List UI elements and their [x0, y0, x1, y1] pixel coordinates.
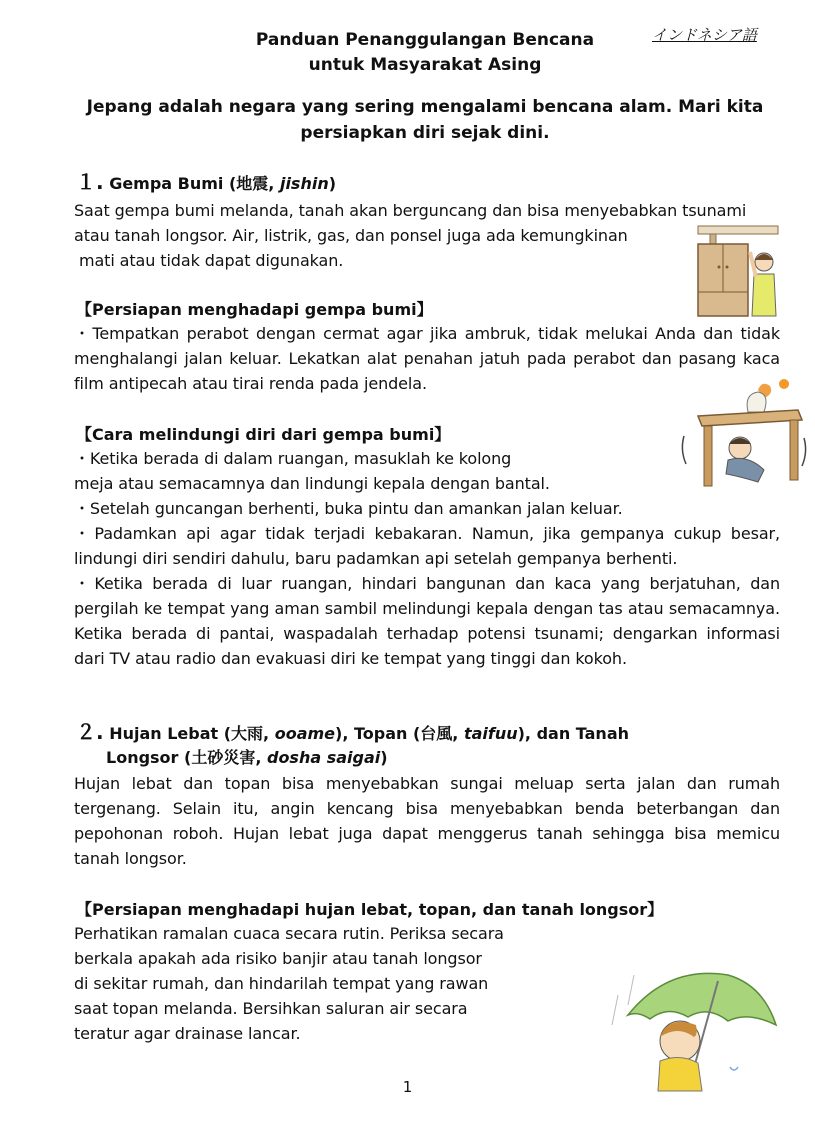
language-label: インドネシア語 [652, 26, 757, 44]
person-with-umbrella-illustration [598, 955, 778, 1095]
section1-intro-line2: atau tanah longsor. Air, listrik, gas, dan ponsel juga ada kemungkinan [74, 226, 628, 245]
lead-line1: Jepang adalah negara yang sering mengalami bencana alam. Mari kita [86, 97, 764, 117]
protect-bullet1-line2: meja atau semacamnya dan lindungi kepala dengan bantal. [74, 474, 550, 493]
section2-prep-line5: teratur agar drainase lancar. [74, 1024, 301, 1043]
section2-intro: Hujan lebat dan topan bisa menyebabkan sungai meluap serta jalan dan rumah tergenang. Selain itu, angin kencang bisa menyebabkan benda beterbangan dan pepohonan roboh. Hujan lebat juga dapat menggerus tanah sehingga bisa memicu tanah longsor. [74, 774, 780, 868]
section1-heading [76, 170, 336, 196]
section2-prep-line3: di sekitar rumah, dan hindarilah tempat yang rawan [74, 974, 489, 993]
section1-number: １. [76, 170, 104, 194]
protect-bullet4: ・Ketika berada di luar ruangan, hindari bangunan dan kaca yang berjatuhan, dan pergilah ke tempat yang aman sambil melindungi kepala dengan tas atau semacamnya. Ketika berada di pantai, waspadalah terhadap potensi tsunami; dengarkan informasi dari TV atau radio dan evakuasi diri ke tempat yang tinggi dan kokoh. [74, 574, 780, 668]
page-title-line2: untuk Masyarakat Asing [308, 55, 542, 75]
section2-prep-line4: saat topan melanda. Bersihkan saluran air secara [74, 999, 468, 1018]
lead-line2: persiapkan diri sejak dini. [300, 123, 550, 143]
section2-prep-line2: berkala apakah ada risiko banjir atau tanah longsor [74, 949, 482, 968]
section1-intro-line3: mati atau tidak dapat digunakan. [74, 251, 344, 270]
protect-bullet1-line1: ・Ketika berada di dalam ruangan, masuklah ke kolong [74, 449, 512, 468]
section1-protect-heading: 【Cara melindungi diri dari gempa bumi】 [76, 425, 451, 444]
page-title-line1: Panduan Penanggulangan Bencana [255, 30, 595, 50]
section1-title: Gempa Bumi (地震, jishin) [109, 174, 337, 193]
person-under-table-illustration [678, 372, 810, 492]
section2-title: Hujan Lebat (大雨, ooame), Topan (台風, taifuu), dan Tanah [109, 724, 630, 743]
page-number: 1 [402, 1078, 413, 1096]
person-securing-cabinet-illustration [692, 222, 782, 318]
section2-heading-line1 [76, 720, 629, 746]
section2-prep-line1: Perhatikan ramalan cuaca secara rutin. Periksa secara [74, 924, 504, 943]
section1-intro-line1: Saat gempa bumi melanda, tanah akan berguncang dan bisa menyebabkan tsunami [74, 201, 747, 220]
protect-bullet2: ・Setelah guncangan berhenti, buka pintu dan amankan jalan keluar. [74, 499, 623, 518]
protect-bullet3: ・Padamkan api agar tidak terjadi kebakaran. Namun, jika gempanya cukup besar, lindungi diri sendiri dahulu, baru padamkan api setelah gempanya berhenti. [74, 524, 780, 568]
section1-prep-text: ・Tempatkan perabot dengan cermat agar jika ambruk, tidak melukai Anda dan tidak menghalangi jalan keluar. Lekatkan alat penahan jatuh pada perabot dan pasang kaca film antipecah atau tirai renda pada jendela. [74, 324, 780, 393]
section2-number: ２. [76, 720, 104, 744]
section2-prep-heading: 【Persiapan menghadapi hujan lebat, topan, dan tanah longsor】 [76, 900, 664, 919]
section1-prep-heading: 【Persiapan menghadapi gempa bumi】 [76, 300, 433, 319]
section2-heading-line2: Longsor (土砂災害, dosha saigai) [106, 748, 388, 767]
